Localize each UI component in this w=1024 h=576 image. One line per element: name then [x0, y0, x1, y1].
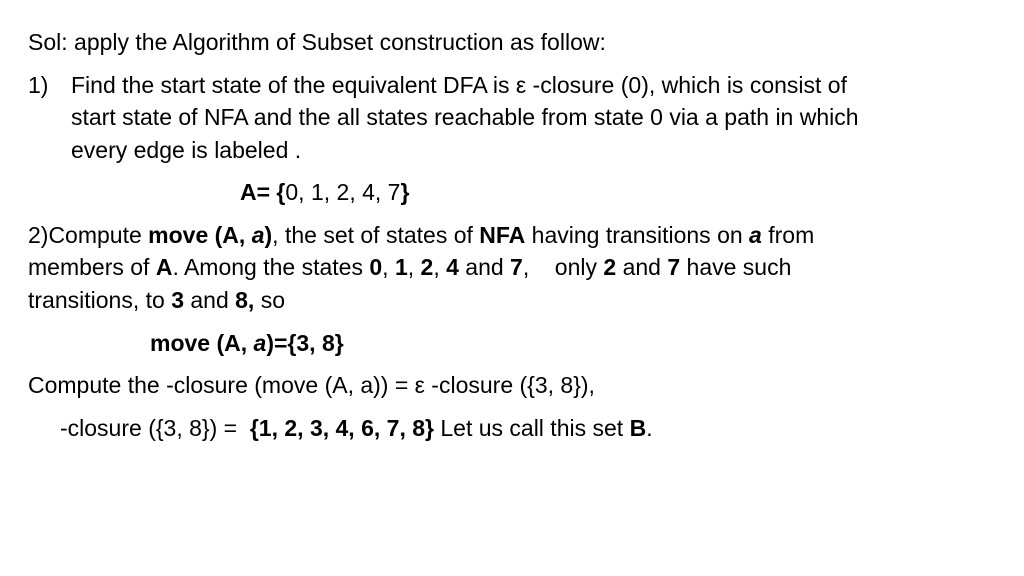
step2-text: ,: [407, 254, 421, 280]
step1-text-2: start state of NFA and the all states reachable from state 0 via a path in which: [71, 104, 859, 130]
state-ref: 2: [420, 254, 434, 280]
symbol-a: a: [251, 222, 265, 248]
set-a-values: 0, 1, 2, 4, 7: [285, 179, 401, 205]
state-ref: 7: [667, 254, 681, 280]
closure-result-line: [60, 412, 653, 444]
symbol-a: a: [749, 222, 762, 248]
set-a-close: }: [400, 179, 410, 205]
step2-text: and: [616, 254, 668, 280]
set-a-ref: A: [155, 254, 173, 280]
closure-set: {1, 2, 3, 4, 6, 7, 8}: [249, 415, 434, 441]
set-b-ref: B: [629, 415, 647, 441]
step2-line3: [28, 284, 285, 316]
step2-text: ,: [433, 254, 447, 280]
move-fn: move (A,: [148, 222, 252, 248]
closure-text: Let us call this set: [433, 415, 630, 441]
step1-line2: [71, 101, 859, 133]
step2-text: and: [183, 287, 236, 313]
state-ref: 0: [369, 254, 383, 280]
state-ref: 3: [171, 287, 184, 313]
step2-text: 2)Compute: [28, 222, 149, 248]
intro-line: [28, 26, 606, 58]
state-ref: 1: [394, 254, 408, 280]
step2-text: , only: [522, 254, 604, 280]
closure-text: -closure ({3, 8}) =: [60, 415, 250, 441]
set-a-line: [240, 176, 409, 208]
step2-text: having transitions on: [525, 222, 750, 248]
set-a-label: A= {: [240, 179, 286, 205]
move-result-line: [150, 327, 344, 359]
step1-text-1: Find the start state of the equivalent DFA is ε -closure (0), which is consist of: [71, 72, 847, 98]
step1-text-3: every edge is labeled .: [71, 137, 302, 163]
state-ref: 7: [510, 254, 523, 280]
step2-line1: [28, 219, 814, 251]
step2-text: , the set of states of: [272, 222, 480, 248]
state-ref: 8,: [235, 287, 255, 313]
step2-text: have such: [680, 254, 792, 280]
step2-text: members of: [28, 254, 156, 280]
nfa-term: NFA: [479, 222, 526, 248]
step2-text: and: [458, 254, 511, 280]
step2-line2: [28, 251, 791, 283]
intro-text: Sol: apply the Algorithm of Subset construction as follow:: [28, 29, 606, 55]
step2-text: so: [254, 287, 286, 313]
step2-text: ,: [382, 254, 395, 280]
symbol-a: a: [253, 330, 267, 356]
step2-text: transitions, to: [28, 287, 172, 313]
state-ref: 4: [446, 254, 459, 280]
step2-text: from: [761, 222, 815, 248]
step1-line3: [71, 134, 301, 166]
move-fn-close: ): [264, 222, 273, 248]
step2-text: . Among the states: [172, 254, 370, 280]
step1-number: 1): [28, 72, 49, 98]
compute-line: [28, 369, 595, 401]
move-fn: move (A,: [150, 330, 254, 356]
compute-text: Compute the -closure (move (A, a)) = ε -closure ({3, 8}),: [28, 372, 595, 398]
closure-text: .: [646, 415, 653, 441]
state-ref: 2: [603, 254, 617, 280]
move-result: )={3, 8}: [266, 330, 344, 356]
